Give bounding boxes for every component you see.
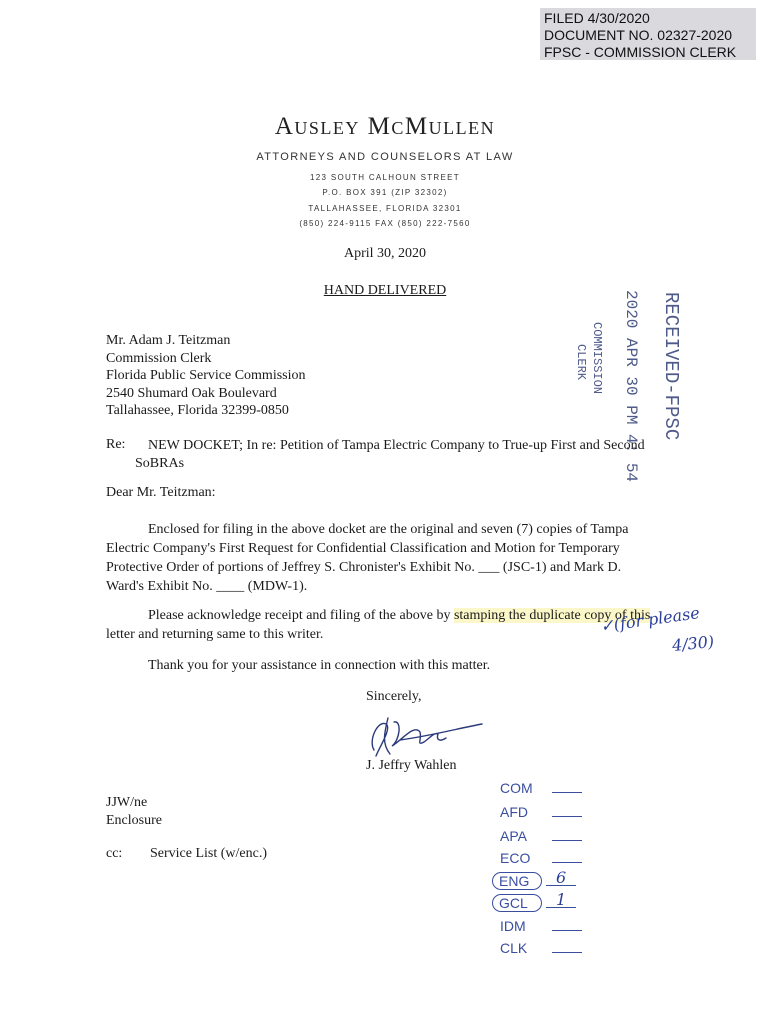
routing-code: GCL xyxy=(492,894,542,912)
letter-date: April 30, 2020 xyxy=(343,246,427,261)
routing-code: CLK xyxy=(500,940,528,956)
routing-row xyxy=(499,890,576,912)
salutation: Dear Mr. Teitzman: xyxy=(106,485,216,500)
routing-code: COM xyxy=(500,780,533,796)
firm-name: Ausley McMullen xyxy=(274,113,496,140)
recipient-address xyxy=(106,332,306,420)
firm-street-address: 123 SOUTH CALHOUN STREET xyxy=(310,173,460,182)
paragraph-line: Protective Order of portions of Jeffrey S. Chronister's Exhibit No. ___ (JSC-1) and Mark D. xyxy=(106,560,622,575)
firm-city: TALLAHASSEE, FLORIDA 32301 xyxy=(308,204,462,213)
re-subject xyxy=(135,437,668,473)
paragraph-text: Please acknowledge receipt and filing of the above by xyxy=(148,608,454,623)
recipient-organization: Florida Public Service Commission xyxy=(106,368,306,383)
recipient-title: Commission Clerk xyxy=(106,350,212,366)
body-paragraph-2 xyxy=(106,606,666,644)
routing-row xyxy=(500,918,582,934)
received-stamp-datetime: 2020 APR 30 PM 4: 54 xyxy=(622,290,640,483)
routing-code: ECO xyxy=(500,850,531,866)
paragraph-line: Ward's Exhibit No. ____ (MDW-1). xyxy=(106,579,308,594)
routing-code: IDM xyxy=(500,918,526,934)
paragraph-line: letter and returning same to this writer. xyxy=(106,627,324,642)
body-paragraph-3 xyxy=(106,656,666,675)
routing-code: ENG xyxy=(492,872,542,890)
routing-value: 6 xyxy=(556,868,567,887)
signature-image xyxy=(360,710,490,762)
routing-blank xyxy=(552,828,582,841)
filing-stamp-date: FILED 4/30/2020 xyxy=(544,10,650,26)
cc-recipients: Service List (w/enc.) xyxy=(150,846,268,861)
recipient-city: Tallahassee, Florida 32399-0850 xyxy=(106,403,289,418)
routing-row xyxy=(499,868,576,890)
routing-row xyxy=(500,780,582,796)
signer-name: J. Jeffry Wahlen xyxy=(366,758,457,773)
handwritten-note: ✓(for please xyxy=(599,603,701,636)
cc-label: cc: xyxy=(106,846,123,861)
re-label: Re: xyxy=(106,437,126,452)
re-subject-line2: SoBRAs xyxy=(135,456,185,471)
paragraph-line: Electric Company's First Request for Confidential Classification and Motion for Temporary xyxy=(106,541,620,556)
routing-blank xyxy=(552,918,582,931)
routing-blank xyxy=(552,780,582,793)
received-stamp-commission: COMMISSION xyxy=(590,322,604,395)
routing-row xyxy=(500,850,582,866)
routing-code: AFD xyxy=(500,804,528,820)
filing-stamp-document-number: DOCUMENT NO. 02327-2020 xyxy=(544,27,733,43)
delivery-method: HAND DELIVERED xyxy=(323,283,447,298)
filing-stamp-office: FPSC - COMMISSION CLERK xyxy=(544,44,737,60)
closing: Sincerely, xyxy=(366,689,422,704)
routing-code: APA xyxy=(500,828,527,844)
paragraph-line: Enclosed for filing in the above docket are the original and seven (7) copies of Tampa xyxy=(148,522,629,537)
received-stamp-clerk: CLERK xyxy=(574,344,588,381)
enclosure-note: Enclosure xyxy=(106,813,162,828)
routing-row xyxy=(500,940,582,956)
recipient-name: Mr. Adam J. Teitzman xyxy=(106,333,231,348)
firm-phone: (850) 224-9115 FAX (850) 222-7560 xyxy=(299,219,471,228)
routing-row xyxy=(500,804,582,820)
routing-blank xyxy=(552,850,582,863)
handwritten-date: 4/30) xyxy=(671,631,716,656)
firm-tagline: ATTORNEYS AND COUNSELORS AT LAW xyxy=(256,151,514,163)
highlighted-text: stamping the duplicate copy of this xyxy=(453,608,651,623)
reference-initials: JJW/ne xyxy=(106,795,148,810)
recipient-street: 2540 Shumard Oak Boulevard xyxy=(106,385,277,401)
reference-initials-block xyxy=(106,794,162,830)
routing-blank xyxy=(552,804,582,817)
routing-value: 1 xyxy=(556,890,567,909)
received-stamp-title: RECEIVED-FPSC xyxy=(660,292,682,441)
paragraph-line xyxy=(148,606,666,625)
re-subject-line1: NEW DOCKET; In re: Petition of Tampa Electric Company to True-up First and Second xyxy=(148,438,645,453)
paragraph-line: Thank you for your assistance in connection with this matter. xyxy=(148,658,491,673)
body-paragraph-1 xyxy=(106,520,666,596)
filing-stamp xyxy=(540,8,756,60)
firm-po-box: P.O. BOX 391 (ZIP 32302) xyxy=(322,188,448,197)
routing-blank xyxy=(552,940,582,953)
routing-row xyxy=(500,828,582,844)
